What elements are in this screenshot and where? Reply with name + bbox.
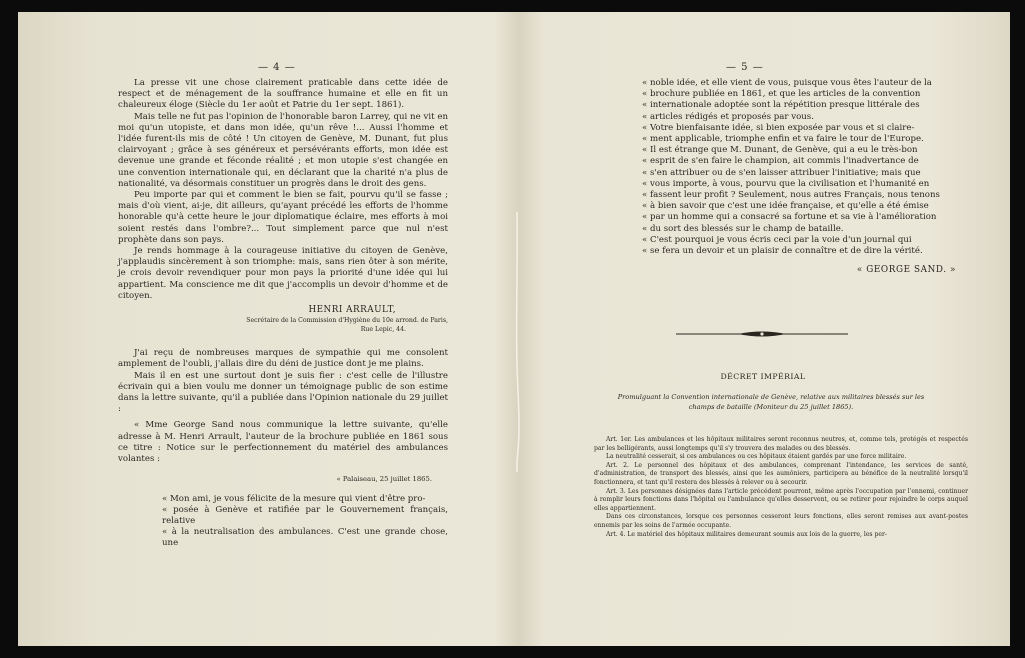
signature-title: Secrétaire de la Commission d'Hygiène du 10e arrond. de Paris, xyxy=(246,317,448,325)
right-page xyxy=(516,12,1010,646)
quote-line: « esprit de s'en faire le champion, ait commis l'inadvertance de xyxy=(642,156,919,167)
author-signature xyxy=(118,305,448,334)
quote-line: « internationale adoptée sont la répétition presque littérale des xyxy=(642,100,920,111)
signature-address: Rue Lepic, 44. xyxy=(360,326,406,334)
signature-name: HENRI ARRAULT, xyxy=(308,305,396,316)
right-text-block xyxy=(634,78,964,276)
decree-article: Art. 4. Le matériel des hôpitaux militaires demeurant soumis aux lois de la guerre, les per- xyxy=(606,530,887,538)
left-page xyxy=(18,12,516,646)
quote-line: « par un homme qui a consacré sa fortune et sa vie à l'amélioration xyxy=(642,212,937,223)
quote-line: « fassent leur profit ? Seulement, nous autres Français, nous tenons xyxy=(642,190,940,201)
book-spread xyxy=(18,12,1010,646)
george-sand-signature: « GEORGE SAND. » xyxy=(856,265,956,276)
quote-line: « à bien savoir que c'est une idée française, et qu'elle a été émise xyxy=(642,201,929,212)
quote-line: « C'est pourquoi je vous écris ceci par la voie d'un journal qui xyxy=(642,234,912,245)
quote-line: « se fera un devoir et un plaisir de connaître et de dire la vérité. xyxy=(642,246,923,257)
quote-line: « Il est étrange que M. Dunant, de Genève, qui a eu le très-bon xyxy=(642,145,918,156)
decree-article: Art. 2. Le personnel des hôpitaux et des ambulances, comprenant l'intendance, les services de santé, d'administration, de transport des blessés, ainsi que les aumôniers, participera au bénéfice de la neutralité lorsqu'il fonctionnera, et tant qu'il restera des blessés à relever ou à secourir. xyxy=(594,461,968,486)
dateline: « Palaiseau, 25 juillet 1865. xyxy=(336,475,432,484)
decree-article: La neutralité cesserait, si ces ambulances ou ces hôpitaux étaient gardés par une force militaire. xyxy=(606,453,907,461)
paragraph: J'ai reçu de nombreuses marques de sympathie qui me consolent amplement de l'oubli, j'allais dire du déni de justice dont je me plains. xyxy=(118,348,448,370)
paragraph: La presse vit une chose clairement praticable dans cette idée de respect et de ménagement de la souffrance humaine et elle en fit un chaleureux éloge (Siècle du 1er août et Patrie du 1er sept. 1861). xyxy=(118,78,448,111)
page-number: — 5 — xyxy=(726,62,764,73)
paragraph: Je rends hommage à la courageuse initiative du citoyen de Genève, j'applaudis sincèrement à son triomphe: mais, sans rien ôter à son mérite, je crois devoir revendiquer pour mon pays la priorité d'une idée qui lui appartient. Ma conscience me dit que j'accomplis un devoir d'homme et de citoyen. xyxy=(118,246,448,301)
paragraph: Mais telle ne fut pas l'opinion de l'honorable baron Larrey, qui ne vit en moi qu'un utopiste, et dans mon idée, qu'un rêve !... Aussi l'homme et l'idée furent-ils mis de côté ! Un citoyen de Genève, M. Dunant, fut plus clairvoyant ; grâce à ses généreux et persévérants efforts, mon idée est devenue une grande et féconde réalité ; et mon utopie s'est changée en une convention internationale qui, en déclarant que la charité n'a plus de nationalité, va désormais constituer un progrès dans le droit des gens. xyxy=(118,111,448,189)
decree-article: Art. 3. Les personnes désignées dans l'article précédent pourront, même après l'occupation par l'ennemi, continuer à remplir leurs fonctions dans l'hôpital ou l'ambulance qu'elles desservent, ou se retirer pour rejoindre le corps auquel elles appartiennent. xyxy=(594,487,968,512)
left-text-block xyxy=(118,78,448,550)
quote-line: « du sort des blessés sur le champ de bataille. xyxy=(642,223,844,234)
quote-line: « Votre bienfaisante idée, si bien exposée par vous et si claire- xyxy=(642,122,915,133)
quote-line: « articles rédigés et proposés par vous. xyxy=(642,111,814,122)
decree-articles xyxy=(594,436,968,539)
quote-line: « à la neutralisation des ambulances. C'est une grande chose, une xyxy=(162,527,448,549)
quote-line: « ment applicable, triomphe enfin et va faire le tour de l'Europe. xyxy=(642,134,924,145)
quote-line: « brochure publiée en 1861, et que les articles de la convention xyxy=(642,89,921,100)
paragraph: « Mme George Sand nous communique la lettre suivante, qu'elle adresse à M. Henri Arrault, l'auteur de la brochure publiée en 1861 sous ce titre : Notice sur le perfectionnement du matériel des ambulances volantes : xyxy=(118,420,448,465)
quote-line: « noble idée, et elle vient de vous, puisque vous êtes l'auteur de la xyxy=(642,78,932,88)
paragraph: Mais il en est une surtout dont je suis fier : c'est celle de l'illustre écrivain qui a bien voulu me donner un témoignage public de son estime dans la lettre suivante, qu'il a publiée dans l'Opinion nationale du 29 juillet : xyxy=(118,370,448,415)
ornamental-divider xyxy=(676,330,848,338)
page-number: — 4 — xyxy=(258,62,296,73)
quote-line: « posée à Genève et ratifiée par le Gouvernement français, relative xyxy=(162,504,448,526)
decree-article: Art. 1er. Les ambulances et les hôpitaux militaires seront reconnus neutres, et, comme tels, protégés et respectés par les belligérants, aussi longtemps qu'il s'y trouvera des malades ou des blessés. xyxy=(594,436,968,452)
quote-line: « Mon ami, je vous félicite de la mesure qui vient d'être pro- xyxy=(162,493,426,504)
quote-line: « s'en attribuer ou de s'en laisser attribuer l'initiative; mais que xyxy=(642,167,921,178)
decree-article: Dans ces circonstances, lorsque ces personnes cesseront leurs fonctions, elles seront remises aux avant-postes ennemis par les soins de l'armée occupante. xyxy=(594,513,968,529)
decree-title: DÉCRET IMPÉRIAL xyxy=(720,372,806,381)
decree-subtitle: Promulguant la Convention internationale de Genève, relative aux militaires blessés sur les champs de bataille (Moniteur du 25 juillet 1865). xyxy=(617,393,925,411)
letter-quote xyxy=(118,494,448,550)
paragraph: Peu importe par qui et comment le bien se fait, pourvu qu'il se fasse ; mais d'où vient, ai-je, dit ailleurs, qu'ayant précédé les efforts de l'homme honorable qu'à cette heure le jour diplomatique éclaire, mes efforts à moi soient restés dans l'ombre?... Tout simplement parce que nul n'est prophète dans son pays. xyxy=(118,190,448,245)
quote-line: « vous importe, à vous, pourvu que la civilisation et l'humanité en xyxy=(642,178,930,189)
